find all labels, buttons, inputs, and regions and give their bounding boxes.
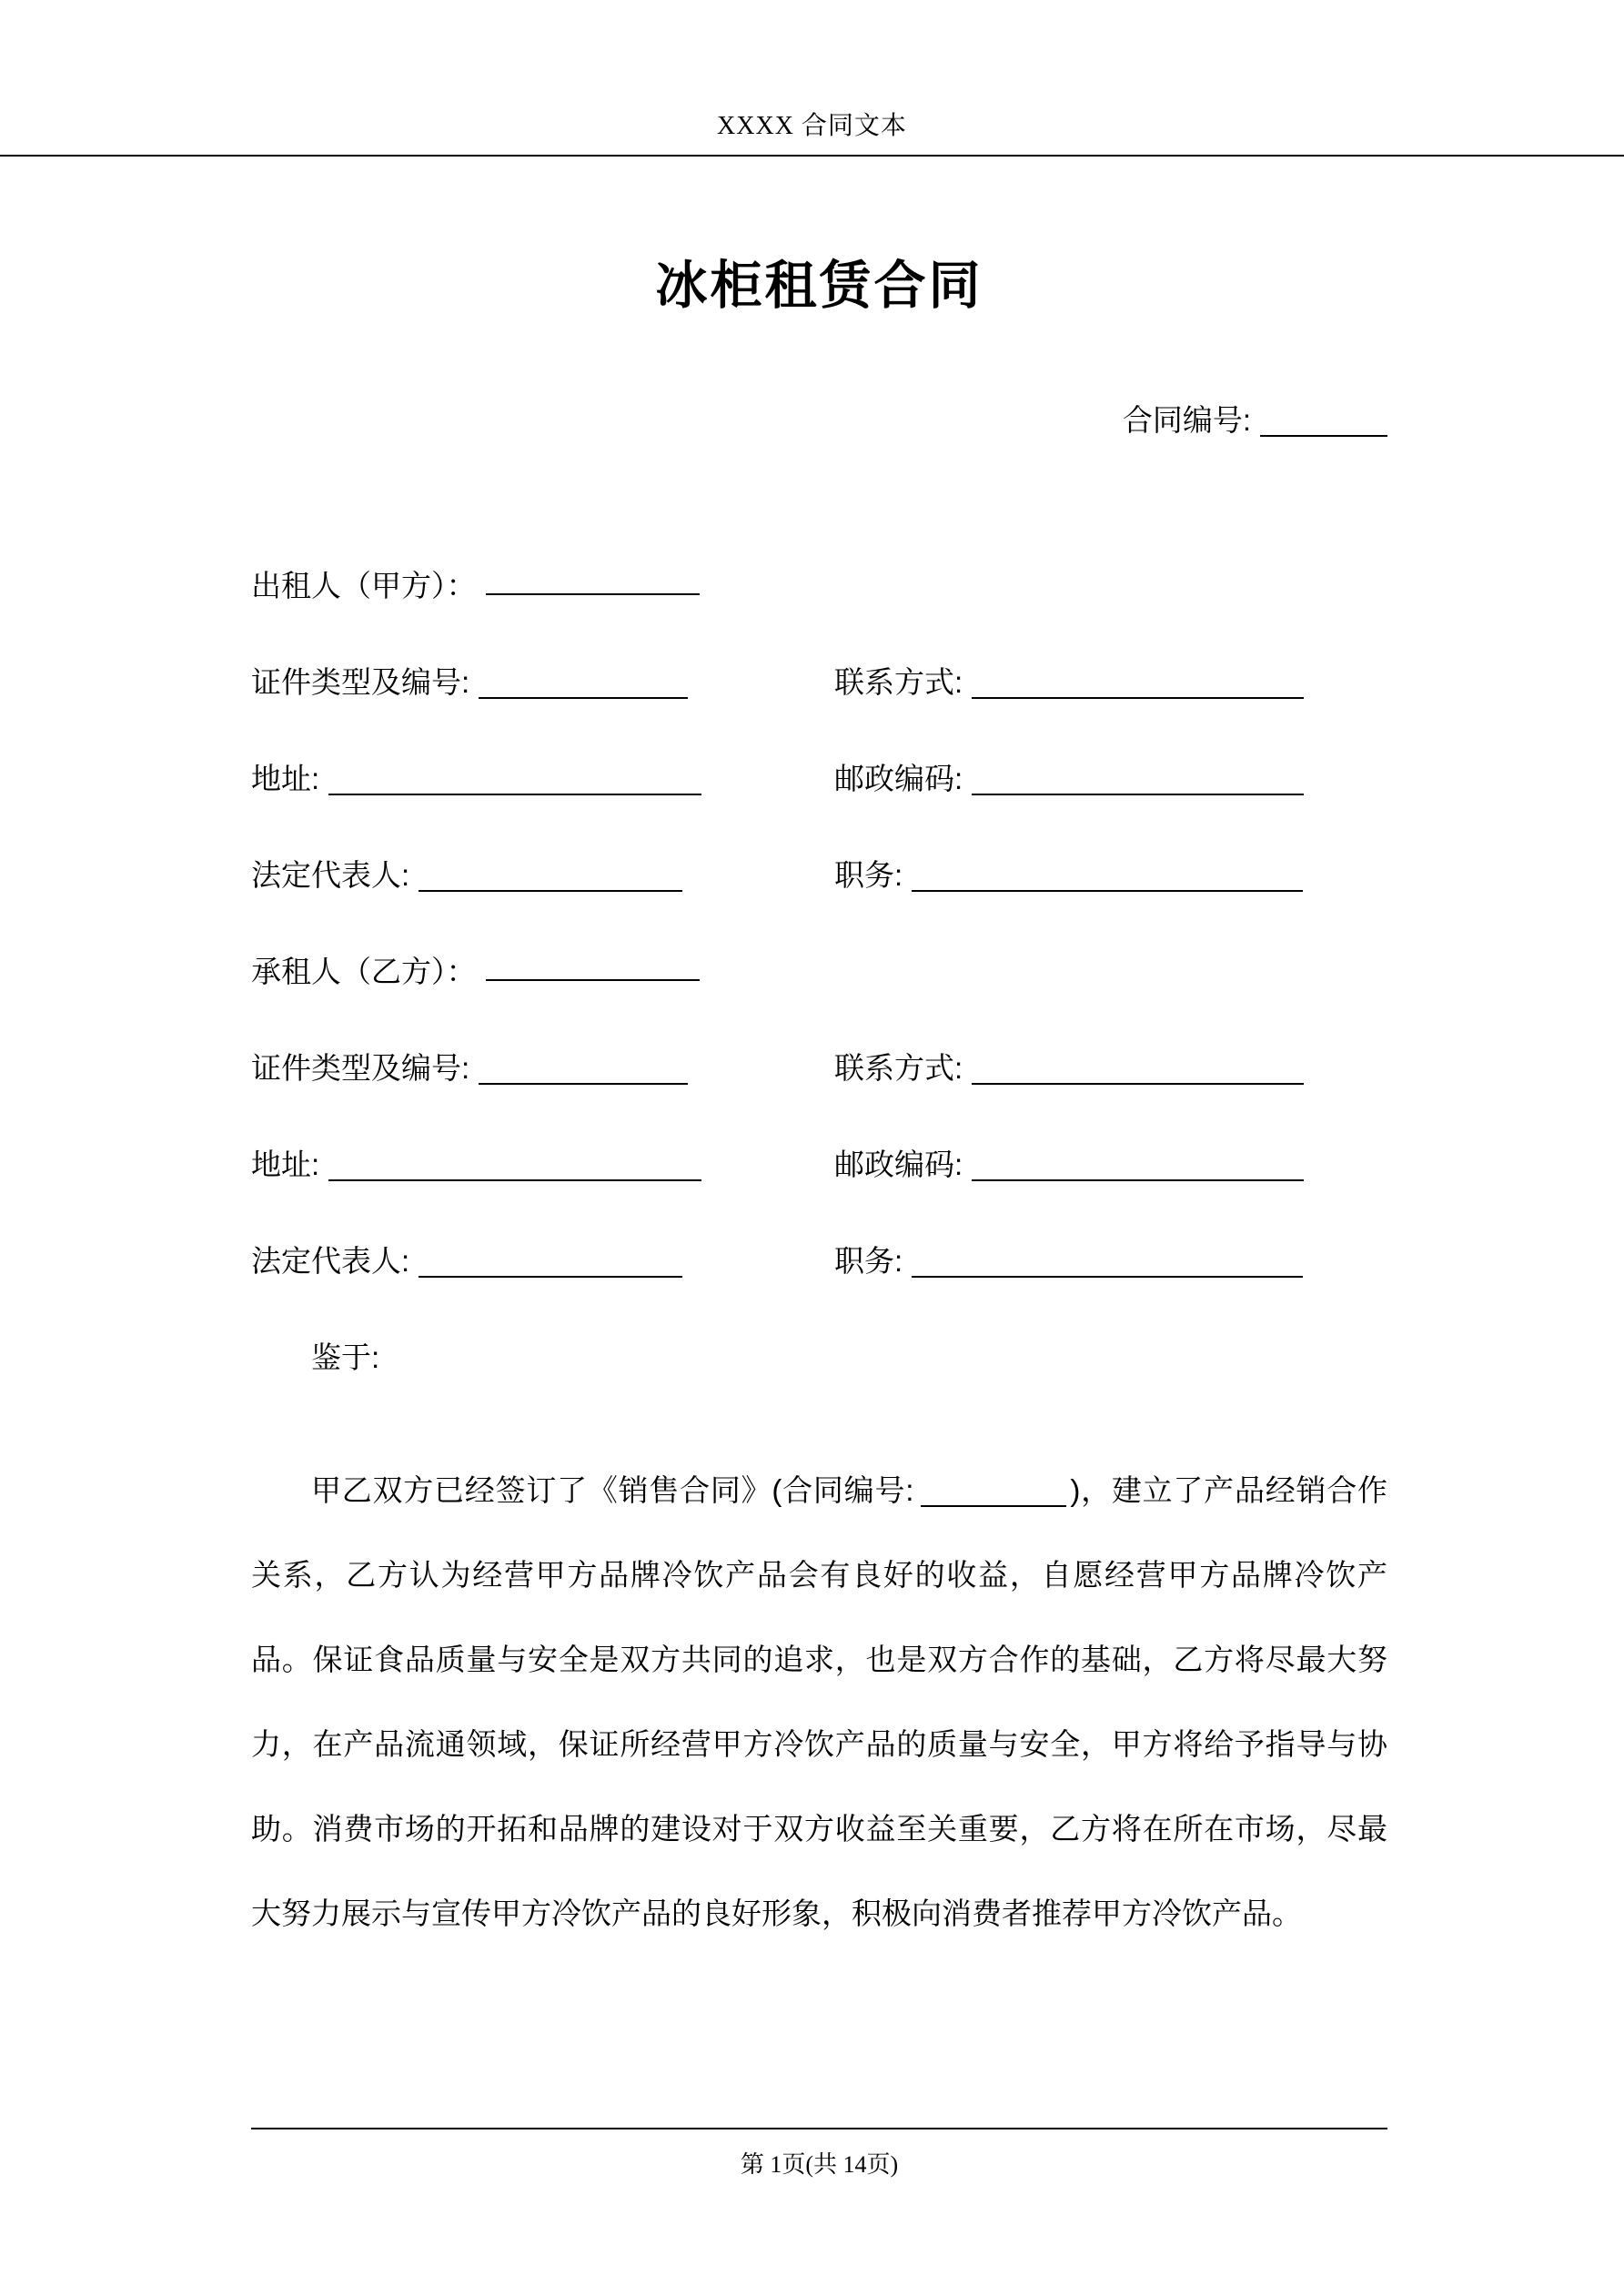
party-b-contact-blank: [972, 1052, 1304, 1085]
party-b-postcode-blank: [972, 1148, 1304, 1181]
party-b-position-blank: [912, 1245, 1303, 1278]
party-b-legalrep-label: 法定代表人:: [251, 1244, 410, 1278]
party-a-name-row: [251, 562, 1387, 605]
header-title: XXXX 合同文本: [717, 112, 907, 140]
party-b-id-cell: [251, 1045, 834, 1087]
page-footer: [251, 2128, 1387, 2180]
party-b-address-cell: [251, 1141, 834, 1184]
paragraph-text-pre: 甲乙双方已经签订了《销售合同》(合同编号:: [311, 1473, 914, 1507]
party-a-position-label: 职务:: [834, 858, 903, 892]
party-b-legalrep-row: [251, 1238, 1387, 1280]
party-a-address-blank: [328, 763, 701, 795]
party-b-name-blank: [486, 948, 700, 981]
footer-rule: [251, 2128, 1387, 2129]
party-a-address-row: [251, 755, 1387, 798]
party-b-id-row: [251, 1045, 1387, 1087]
document-title: 冰柜租赁合同: [655, 257, 983, 315]
contract-number-label: 合同编号:: [1122, 403, 1251, 437]
party-a-position-blank: [912, 859, 1303, 892]
party-b-id-label: 证件类型及编号:: [251, 1051, 470, 1085]
party-a-legalrep-blank: [419, 859, 682, 892]
party-b-postcode-cell: [834, 1141, 1387, 1184]
party-a-name-blank: [486, 562, 700, 595]
party-b-address-label: 地址:: [251, 1148, 320, 1181]
party-a-address-cell: [251, 755, 834, 798]
party-b-address-blank: [328, 1148, 701, 1181]
party-a-legalrep-label: 法定代表人:: [251, 858, 410, 892]
party-a-section: [251, 562, 1387, 895]
sales-contract-number-blank: [921, 1474, 1066, 1507]
party-a-name-label: 出租人（甲方）：: [251, 569, 477, 602]
party-a-position-cell: [834, 852, 1387, 895]
main-paragraph: [251, 1448, 1387, 1956]
party-a-id-row: [251, 659, 1387, 702]
party-b-contact-label: 联系方式:: [834, 1051, 963, 1085]
party-a-contact-cell: [834, 659, 1387, 702]
party-a-postcode-blank: [972, 763, 1304, 795]
party-a-id-blank: [479, 666, 688, 699]
page-content: [0, 244, 1624, 1956]
whereas-line: 鉴于:: [311, 1340, 380, 1374]
party-b-id-blank: [479, 1052, 688, 1085]
party-b-legalrep-blank: [419, 1245, 682, 1278]
party-b-name-label: 承租人（乙方）：: [251, 955, 477, 988]
party-b-postcode-label: 邮政编码:: [834, 1148, 963, 1181]
party-b-address-row: [251, 1141, 1387, 1184]
paragraph-text-post: )，建立了产品经销合作关系，乙方认为经营甲方品牌冷饮产品会有良好的收益，自愿经营甲方品牌冷饮产品。保证食品质量与安全是双方共同的追求，也是双方合作的基础，乙方将尽最大努力，在产品流通领域，保证所经营甲方冷饮产品的质量与安全，甲方将给予指导与协助。消费市场的开拓和品牌的建设对于双方收益至关重要，乙方将在所在市场，尽最大努力展示与宣传甲方冷饮产品的良好形象，积极向消费者推荐甲方冷饮产品。: [251, 1473, 1387, 1931]
page-number: 第 1页(共 14页): [740, 2151, 899, 2178]
party-a-address-label: 地址:: [251, 762, 320, 795]
party-a-legalrep-cell: [251, 852, 834, 895]
header-rule: [0, 155, 1624, 157]
party-a-legalrep-row: [251, 852, 1387, 895]
contract-number-blank: [1260, 404, 1387, 437]
party-a-id-cell: [251, 659, 834, 702]
party-a-contact-blank: [972, 666, 1304, 699]
party-a-postcode-cell: [834, 755, 1387, 798]
party-a-contact-label: 联系方式:: [834, 665, 963, 699]
party-b-section: [251, 948, 1387, 1280]
party-b-legalrep-cell: [251, 1238, 834, 1280]
party-b-name-row: [251, 948, 1387, 991]
party-a-postcode-label: 邮政编码:: [834, 762, 963, 795]
page-header: [0, 0, 1624, 157]
party-b-position-label: 职务:: [834, 1244, 903, 1278]
party-b-position-cell: [834, 1238, 1387, 1280]
party-b-contact-cell: [834, 1045, 1387, 1087]
contract-number-row: [251, 397, 1387, 440]
party-a-id-label: 证件类型及编号:: [251, 665, 470, 699]
